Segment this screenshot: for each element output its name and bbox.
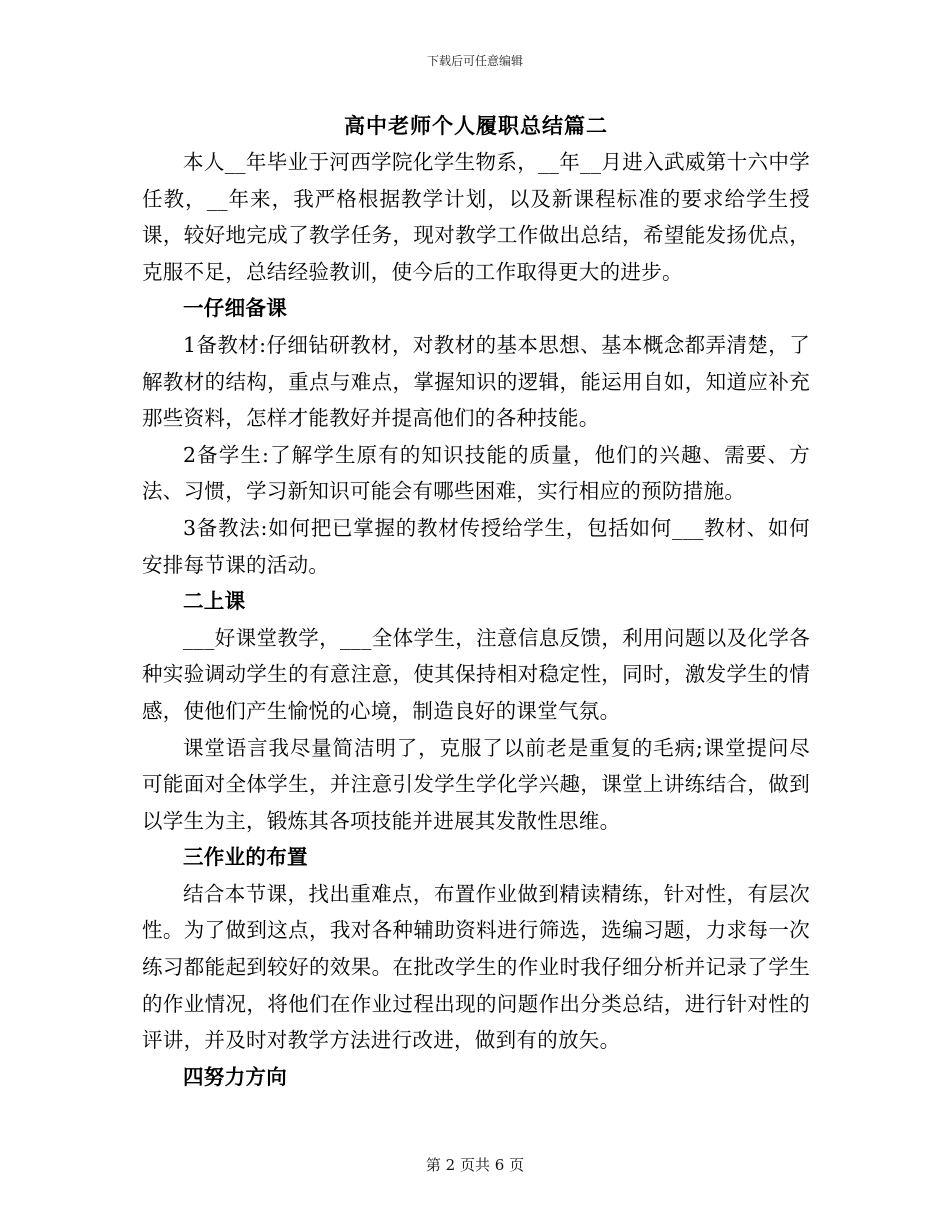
page-number: 第 2 页共 6 页 (425, 1156, 525, 1174)
paragraph-prepare-materials: 1备教材:仔细钻研教材，对教材的基本思想、基本概念都弄清楚，了解教材的结构，重点与难点，掌握知识的逻辑，能运用自如，知道应补充那些资料，怎样才能教好并提高他们的各种技能。 (142, 332, 810, 431)
paragraph-prepare-students: 2备学生:了解学生原有的知识技能的质量，他们的兴趣、需要、方法、习惯，学习新知识可能会有哪些困难，实行相应的预防措施。 (142, 442, 810, 504)
section-heading-4: 四努力方向 (183, 1064, 287, 1089)
section-heading-1: 一仔细备课 (183, 296, 287, 321)
paragraph-classroom-teaching: ___好课堂教学，___全体学生，注意信息反馈，利用问题以及化学各种实验调动学生的有意注意，使其保持相对稳定性，同时，激发学生的情感，使他们产生愉悦的心境，制造良好的课堂气氛。 (142, 625, 810, 723)
paragraph-classroom-language: 课堂语言我尽量简洁明了，克服了以前老是重复的毛病;课堂提问尽可能面对全体学生，并注意引发学生学化学兴趣，课堂上讲练结合，做到以学生为主，锻炼其各项技能并进展其发散性思维。 (142, 735, 810, 833)
paragraph-homework: 结合本节课，找出重难点，布置作业做到精读精练，针对性，有层次性。为了做到这点，我对各种辅助资料进行筛选，选编习题，力求每一次练习都能起到较好的效果。在批改学生的作业时我仔细分析并记录了学生的作业情况，将他们在作业过程出现的问题作出分类总结，进行针对性的评讲，并及时对教学方法进行改进，做到有的放矢。 (142, 881, 810, 1053)
document-body (142, 108, 810, 1095)
section-heading-2: 二上课 (183, 589, 246, 614)
section-heading-3: 三作业的布置 (183, 845, 308, 870)
document-title: 高中老师个人履职总结篇二 (344, 113, 608, 138)
paragraph-intro: 本人__年毕业于河西学院化学生物系，__年__月进入武威第十六中学任教，__年来，我严格根据教学计划，以及新课程标准的要求给学生授课，较好地完成了教学任务，现对教学工作做出总结，希望能发扬优点，克服不足，总结经验教训，使今后的工作取得更大的进步。 (142, 150, 810, 284)
paragraph-prepare-methods: 3备教法:如何把已掌握的教材传授给学生，包括如何___教材、如何安排每节课的活动。 (142, 515, 810, 577)
page-header-note: 下载后可任意编辑 (426, 54, 523, 68)
